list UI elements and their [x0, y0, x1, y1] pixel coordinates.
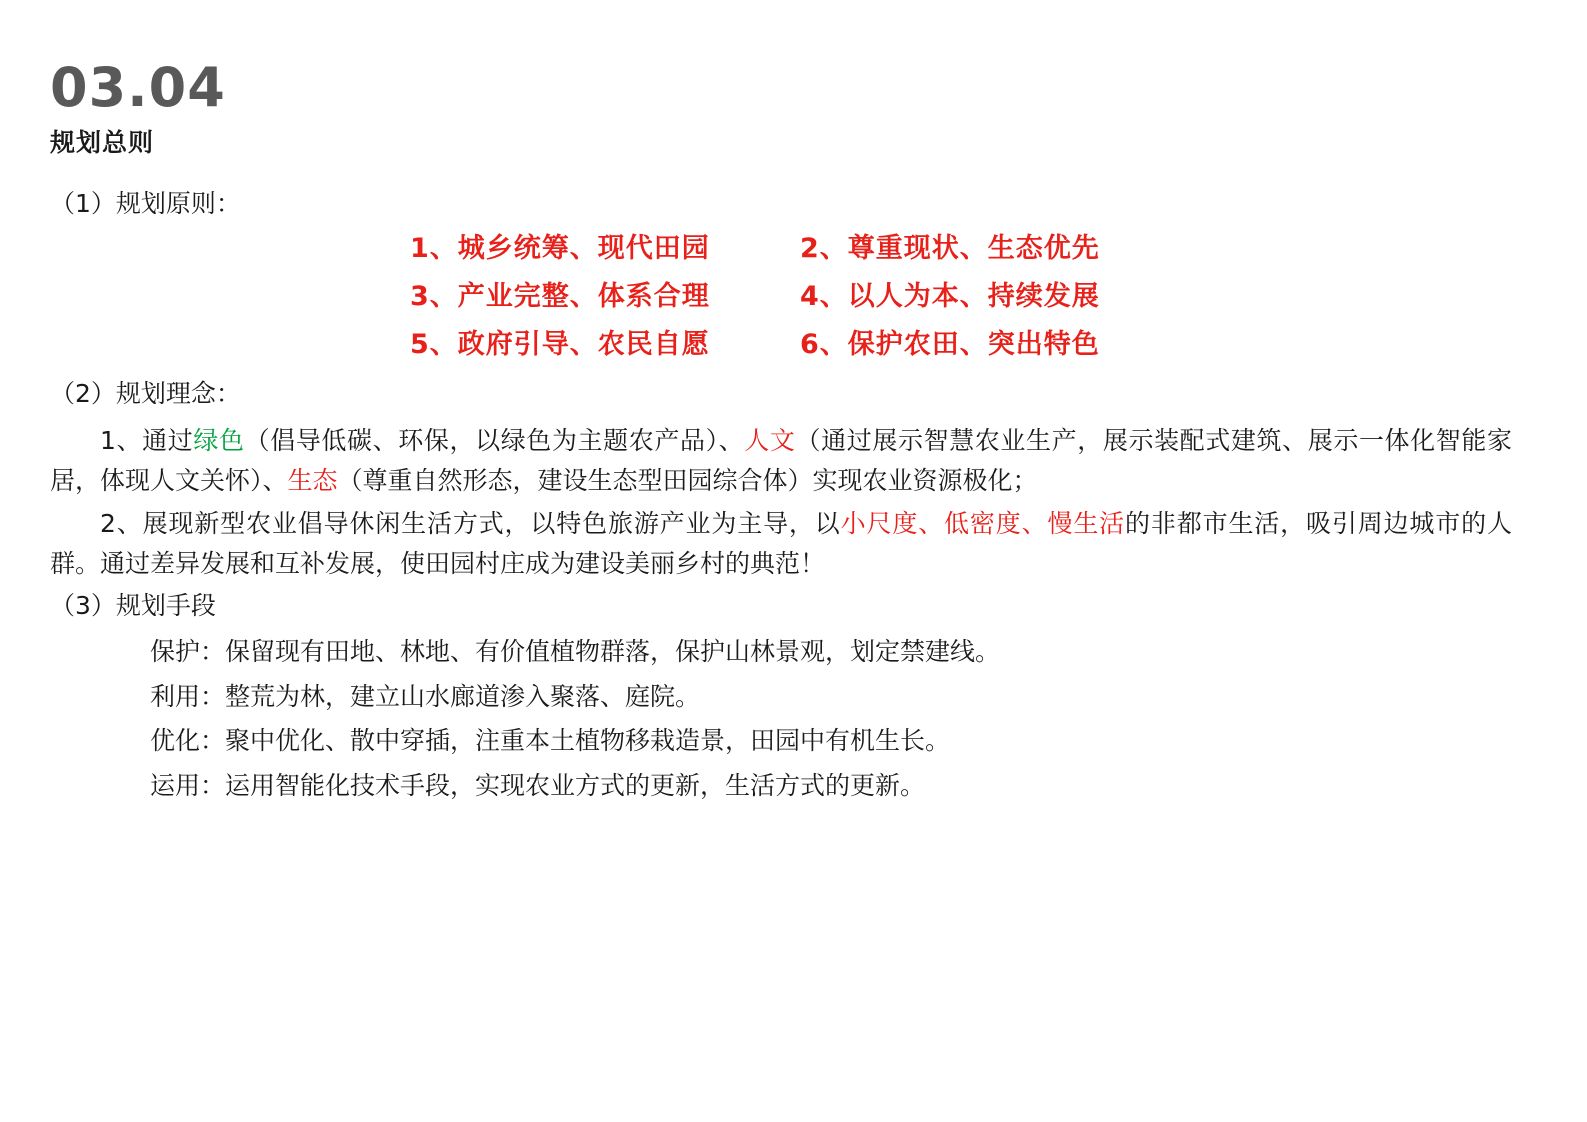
means-heading: （3）规划手段 — [50, 590, 216, 620]
principle-row — [410, 280, 1512, 314]
concept-1-text-1: 1、通过 — [100, 425, 194, 455]
concept-paragraph-2 — [50, 504, 1512, 585]
principle-item: 5、政府引导、农民自愿 — [410, 328, 710, 360]
concept-2-text-2: 的非都市生活，吸引周边城市的人群。通过差异发展和互补发展，使田园村庄成为建设美丽乡村的典范！ — [50, 508, 1512, 579]
concept-2-keywords: 小尺度、低密度、慢生活 — [840, 508, 1126, 538]
concept-1-keyword-humanity: 人文 — [744, 425, 796, 455]
section-number: 03.04 — [50, 56, 226, 119]
list-item: 优化：聚中优化、散中穿插，注重本土植物移栽造景，田园中有机生长。 — [150, 726, 951, 756]
concept-heading: （2）规划理念： — [50, 379, 241, 409]
principles-list — [50, 232, 1512, 361]
page-title: 规划总则 — [50, 127, 155, 157]
principle-item: 2、尊重现状、生态优先 — [800, 233, 1100, 265]
principle-item: 3、产业完整、体系合理 — [410, 280, 710, 312]
principles-heading: （1）规划原则： — [50, 188, 241, 218]
principle-item: 6、保护农田、突出特色 — [800, 328, 1100, 360]
list-item: 保护：保留现有田地、林地、有价值植物群落，保护山林景观，划定禁建线。 — [150, 637, 1001, 667]
means-list — [50, 630, 1512, 808]
principle-row — [410, 232, 1512, 266]
list-item: 运用：运用智能化技术手段，实现农业方式的更新，生活方式的更新。 — [150, 770, 926, 800]
concept-1-keyword-ecology: 生态 — [287, 466, 338, 496]
concept-1-text-2: （倡导低碳、环保，以绿色为主题农产品）、 — [244, 425, 745, 455]
principle-item: 4、以人为本、持续发展 — [800, 280, 1100, 312]
principle-item: 1、城乡统筹、现代田园 — [410, 233, 710, 265]
list-item: 利用：整荒为林，建立山水廊道渗入聚落、庭院。 — [150, 681, 701, 711]
concept-1-keyword-green: 绿色 — [193, 425, 245, 455]
concept-1-text-4: （尊重自然形态，建设生态型田园综合体）实现农业资源极化； — [337, 466, 1038, 496]
principle-row — [410, 328, 1512, 362]
concept-1-text-3: （通过展示智慧农业生产，展示装配式建筑、展示一体化智能家居，体现人文关怀）、 — [50, 425, 1512, 496]
concept-2-text-1: 2、展现新型农业倡导休闲生活方式，以特色旅游产业为主导，以 — [100, 508, 841, 538]
concept-paragraph-1 — [50, 421, 1512, 502]
